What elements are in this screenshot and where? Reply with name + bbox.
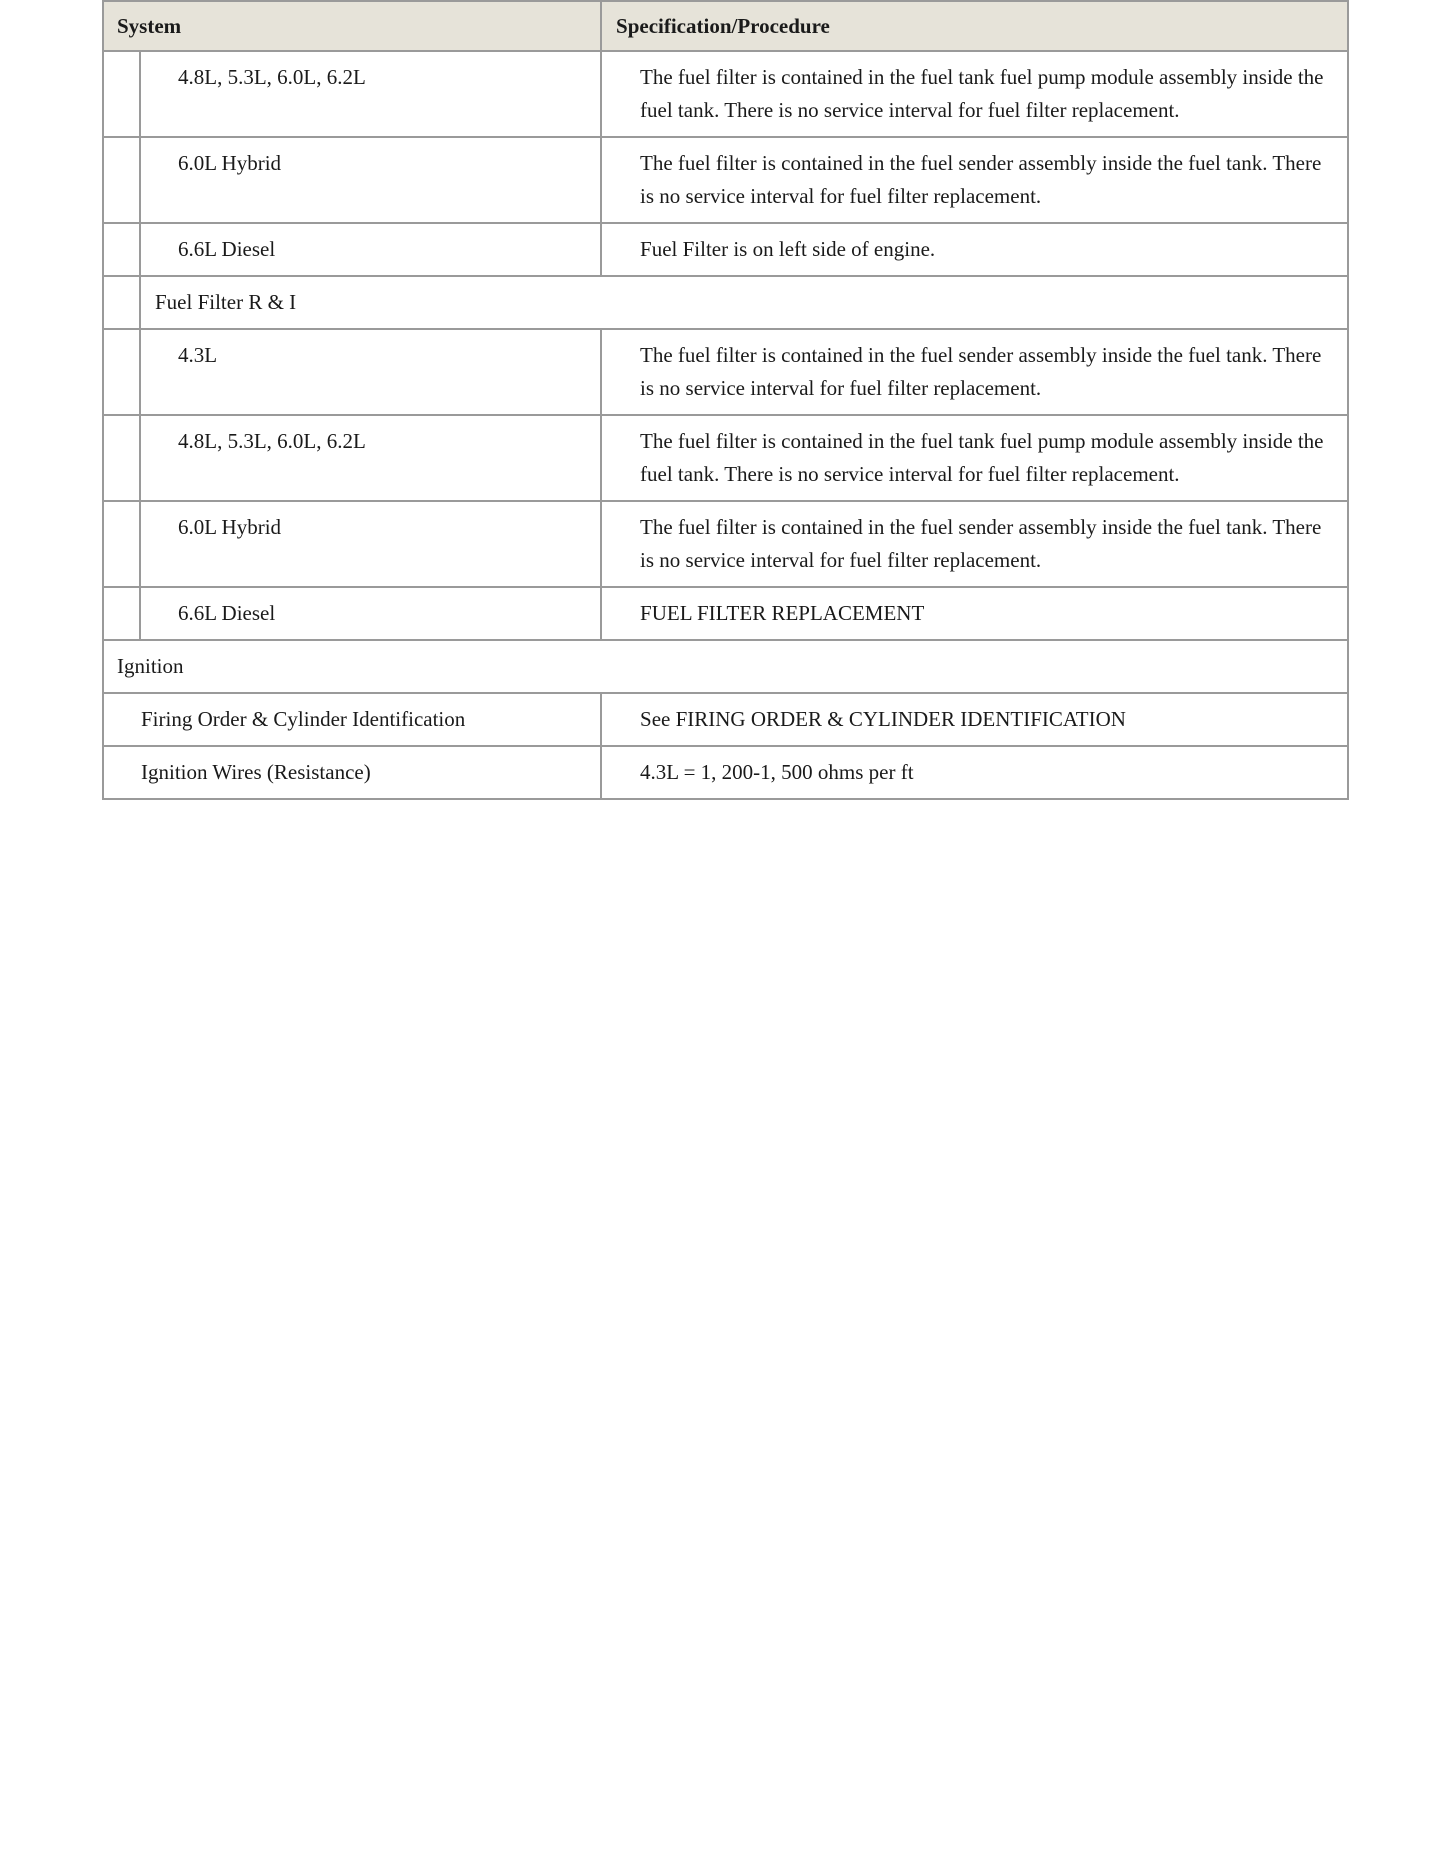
indent-rail bbox=[103, 415, 140, 501]
system-cell: 4.8L, 5.3L, 6.0L, 6.2L bbox=[140, 51, 601, 137]
indent-rail bbox=[103, 587, 140, 640]
table-group-row bbox=[103, 276, 1348, 329]
spec-cell: The fuel filter is contained in the fuel tank fuel pump module assembly inside the fuel tank. There is no service interval for fuel filter replacement. bbox=[601, 51, 1348, 137]
table-row bbox=[103, 51, 1348, 137]
table-section-row bbox=[103, 640, 1348, 693]
spec-cell: 4.3L = 1, 200-1, 500 ohms per ft bbox=[601, 746, 1348, 799]
table-row bbox=[103, 746, 1348, 799]
table-row bbox=[103, 329, 1348, 415]
spec-cell: The fuel filter is contained in the fuel sender assembly inside the fuel tank. There is no service interval for fuel filter replacement. bbox=[601, 501, 1348, 587]
spec-cell: The fuel filter is contained in the fuel sender assembly inside the fuel tank. There is no service interval for fuel filter replacement. bbox=[601, 137, 1348, 223]
table-header-row bbox=[103, 1, 1348, 51]
group-heading: Fuel Filter R & I bbox=[140, 276, 1348, 329]
table-row bbox=[103, 415, 1348, 501]
indent-rail bbox=[103, 276, 140, 329]
spec-cell: The fuel filter is contained in the fuel tank fuel pump module assembly inside the fuel tank. There is no service interval for fuel filter replacement. bbox=[601, 415, 1348, 501]
system-cell: Firing Order & Cylinder Identification bbox=[103, 693, 601, 746]
system-cell: Ignition Wires (Resistance) bbox=[103, 746, 601, 799]
indent-rail bbox=[103, 137, 140, 223]
header-system: System bbox=[103, 1, 601, 51]
spec-cell: FUEL FILTER REPLACEMENT bbox=[601, 587, 1348, 640]
indent-rail bbox=[103, 501, 140, 587]
spec-cell: The fuel filter is contained in the fuel sender assembly inside the fuel tank. There is no service interval for fuel filter replacement. bbox=[601, 329, 1348, 415]
indent-rail bbox=[103, 329, 140, 415]
table-row bbox=[103, 501, 1348, 587]
spec-table bbox=[102, 0, 1349, 800]
system-cell: 4.3L bbox=[140, 329, 601, 415]
section-heading: Ignition bbox=[103, 640, 1348, 693]
table-row bbox=[103, 223, 1348, 276]
system-cell: 6.0L Hybrid bbox=[140, 501, 601, 587]
table-row bbox=[103, 137, 1348, 223]
system-cell: 6.6L Diesel bbox=[140, 587, 601, 640]
table-row bbox=[103, 693, 1348, 746]
spec-cell: Fuel Filter is on left side of engine. bbox=[601, 223, 1348, 276]
indent-rail bbox=[103, 223, 140, 276]
indent-rail bbox=[103, 51, 140, 137]
system-cell: 6.0L Hybrid bbox=[140, 137, 601, 223]
spec-cell: See FIRING ORDER & CYLINDER IDENTIFICATION bbox=[601, 693, 1348, 746]
system-cell: 6.6L Diesel bbox=[140, 223, 601, 276]
system-cell: 4.8L, 5.3L, 6.0L, 6.2L bbox=[140, 415, 601, 501]
header-specification: Specification/Procedure bbox=[601, 1, 1348, 51]
table-row bbox=[103, 587, 1348, 640]
